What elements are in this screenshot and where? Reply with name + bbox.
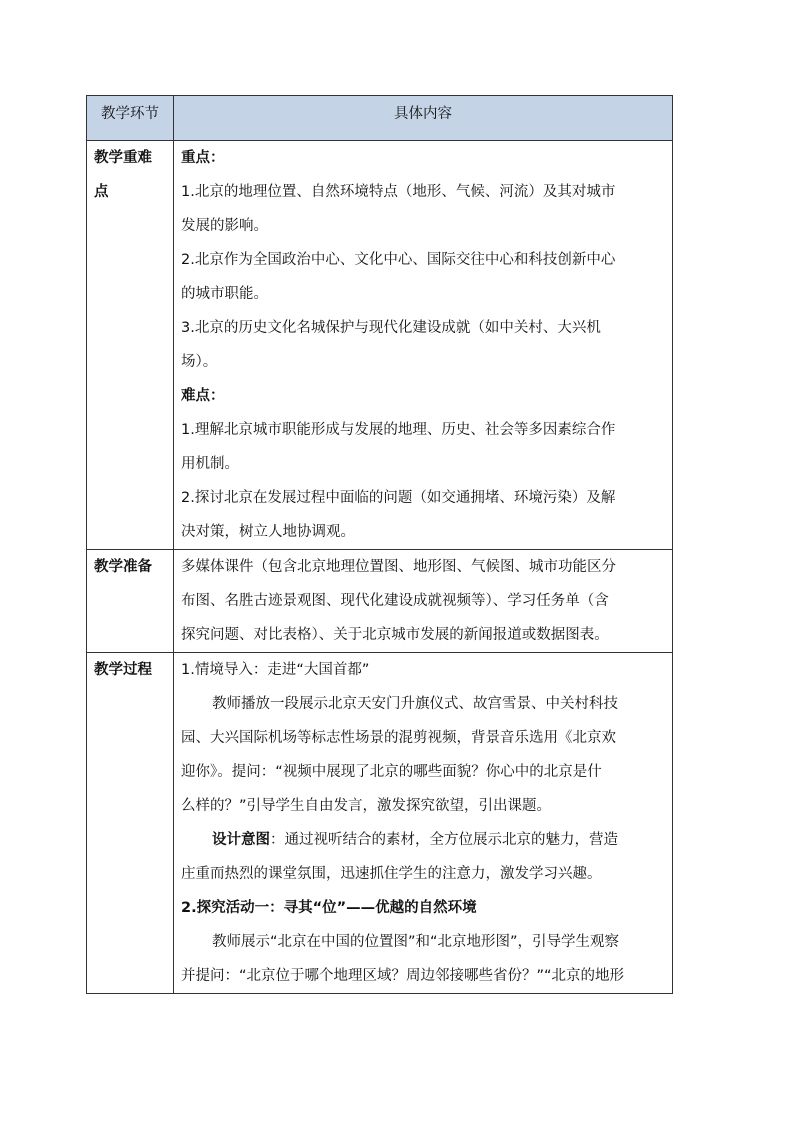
text-line: 探究问题、对比表格）、关于北京城市发展的新闻报道或数据图表。 [181,627,609,643]
content-teaching-preparation [174,550,673,653]
text-line: 场）。 [181,354,218,370]
text-line: 决对策，树立人地协调观。 [181,524,355,540]
nandian-heading: 难点： [181,388,225,404]
row-preparation [87,550,673,653]
row-key-points [87,141,673,550]
header-teaching-stage: 教学环节 [87,96,174,141]
text-line: 1.北京的地理位置、自然环境特点（地形、气候、河流）及其对城市 [181,184,616,200]
text-line: 3.北京的历史文化名城保护与现代化建设成就（如中关村、大兴机 [181,320,601,336]
text-line: 发展的影响。 [181,218,268,234]
step2-title: 2.探究活动一：寻其“位”——优越的自然环境 [181,900,477,916]
text-line: 布图、名胜古迹景观图、现代化建设成就视频等）、学习任务单（含 [181,593,609,609]
zhongdian-heading: 重点： [181,150,225,166]
row-process [87,653,673,994]
text-line: 庄重而热烈的课堂氛围，迅速抓住学生的注意力，激发学习兴趣。 [181,866,602,882]
label-teaching-preparation: 教学准备 [87,550,174,653]
design-intent-label: 设计意图 [212,832,270,848]
text-line: 的城市职能。 [181,286,268,302]
design-intent-line [181,823,665,857]
text-line: 迎你》。提问：“视频中展现了北京的哪些面貌？你心中的北京是什 [181,764,602,780]
header-specific-content: 具体内容 [174,96,673,141]
text-line: 么样的？”引导学生自由发言，激发探究欲望，引出课题。 [181,798,552,814]
text-line: 多媒体课件（包含北京地理位置图、地形图、气候图、城市功能区分 [181,559,616,575]
text-line: 2.探讨北京在发展过程中面临的问题（如交通拥堵、环境污染）及解 [181,490,616,506]
design-intent-text: ：通过视听结合的素材，全方位展示北京的魅力，营造 [270,832,618,848]
label-teaching-process: 教学过程 [87,653,174,994]
label-key-difficult-points: 教学重难 点 [87,141,174,550]
text-line: 教师展示“北京在中国的位置图”和“北京地形图”，引导学生观察 [212,934,620,950]
text-line: 园、大兴国际机场等标志性场景的混剪视频，背景音乐选用《北京欢 [181,730,616,746]
table-header-row [87,96,673,141]
content-teaching-process [174,653,673,994]
text-line: 用机制。 [181,456,239,472]
text-line: 并提问：“北京位于哪个地理区域？周边邻接哪些省份？”“北京的地形 [181,968,625,984]
text-line: 1.理解北京城市职能形成与发展的地理、历史、社会等多因素综合作 [181,422,616,438]
text-line: 2.北京作为全国政治中心、文化中心、国际交往中心和科技创新中心 [181,252,616,268]
text-line: 教师播放一段展示北京天安门升旗仪式、故宫雪景、中关村科技 [212,696,618,712]
step1-title: 1.情境导入：走进“大国首都” [181,662,370,678]
content-key-difficult-points [174,141,673,550]
lesson-plan-table [86,95,673,994]
